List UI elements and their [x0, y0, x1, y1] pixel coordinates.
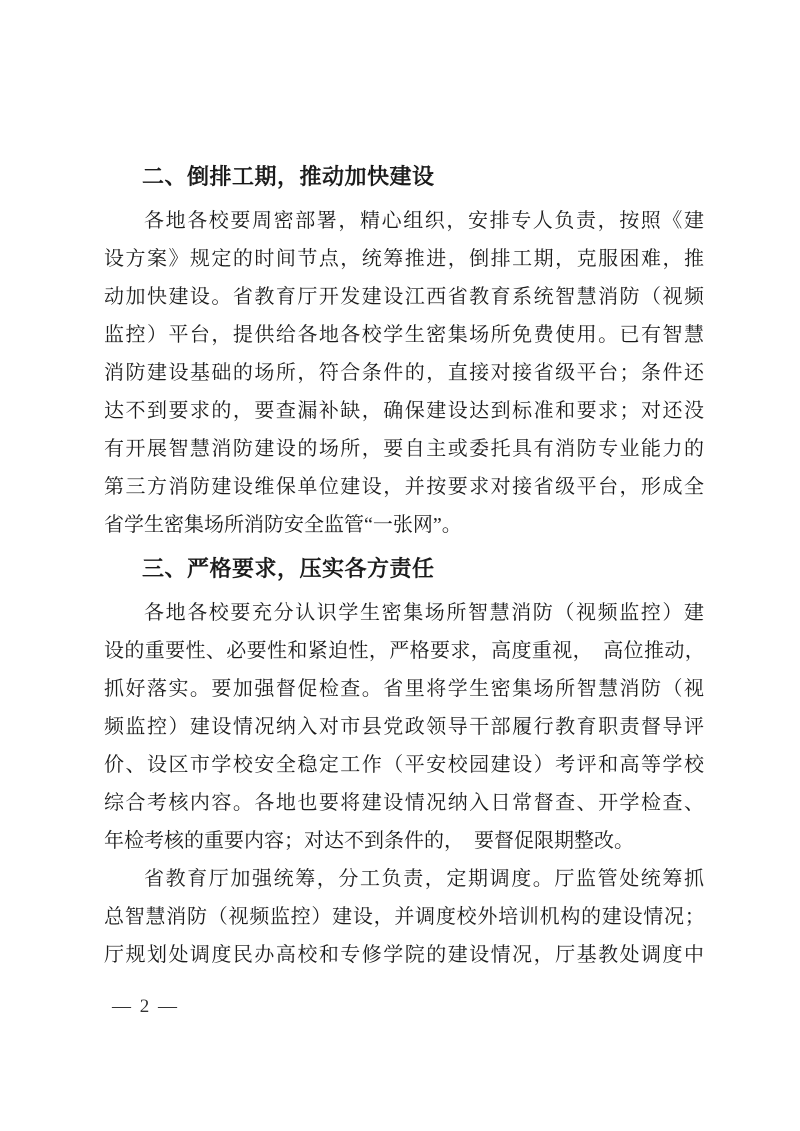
- section-heading-3: 三、严格要求，压实各方责任: [142, 556, 435, 581]
- text-line: 第三方消防建设维保单位建设，并按要求对接省级平台，形成全: [104, 476, 704, 498]
- text-line: 各地各校要周密部署，精心组织，安排专人负责，按照《建: [144, 210, 704, 232]
- document-body: [104, 152, 704, 974]
- section-heading-2: 二、倒排工期，推动加快建设: [142, 164, 435, 189]
- paragraph-2: [104, 594, 704, 860]
- text-line: 监控）平台，提供给各地各校学生密集场所免费使用。已有智慧: [104, 324, 704, 346]
- text-line: 设方案》规定的时间节点，统筹推进，倒排工期，克服困难，推: [104, 248, 704, 270]
- text-line: 动加快建设。省教育厅开发建设江西省教育系统智慧消防（视频: [104, 286, 704, 308]
- text-line: 有开展智慧消防建设的场所，要自主或委托具有消防专业能力的: [104, 438, 704, 460]
- text-line: 各地各校要充分认识学生密集场所智慧消防（视频监控）建: [144, 602, 704, 624]
- text-line: 价、设区市学校安全稳定工作（平安校园建设）考评和高等学校: [104, 754, 704, 776]
- page-number: — 2 —: [112, 996, 179, 1017]
- paragraph-1: [104, 202, 704, 544]
- text-line: 综合考核内容。各地也要将建设情况纳入日常督查、开学检查、: [104, 792, 704, 814]
- text-line: 省教育厅加强统筹，分工负责，定期调度。厅监管处统筹抓: [144, 868, 704, 890]
- paragraph-3: [104, 860, 704, 974]
- text-line: 设的重要性、必要性和紧迫性，严格要求，高度重视， 高位推动，: [104, 640, 704, 662]
- text-line: 厅规划处调度民办高校和专修学院的建设情况，厅基教处调度中: [104, 944, 704, 966]
- text-line: 抓好落实。要加强督促检查。省里将学生密集场所智慧消防（视: [104, 678, 704, 700]
- text-line: 消防建设基础的场所，符合条件的，直接对接省级平台；条件还: [104, 362, 704, 384]
- text-line: 年检考核的重要内容；对达不到条件的， 要督促限期整改。: [104, 830, 634, 852]
- text-line: 省学生密集场所消防安全监管“一张网”。: [104, 514, 462, 536]
- text-line: 频监控）建设情况纳入对市县党政领导干部履行教育职责督导评: [104, 716, 704, 738]
- text-line: 达不到要求的，要查漏补缺，确保建设达到标准和要求；对还没: [104, 400, 704, 422]
- text-line: 总智慧消防（视频监控）建设，并调度校外培训机构的建设情况；: [104, 906, 704, 928]
